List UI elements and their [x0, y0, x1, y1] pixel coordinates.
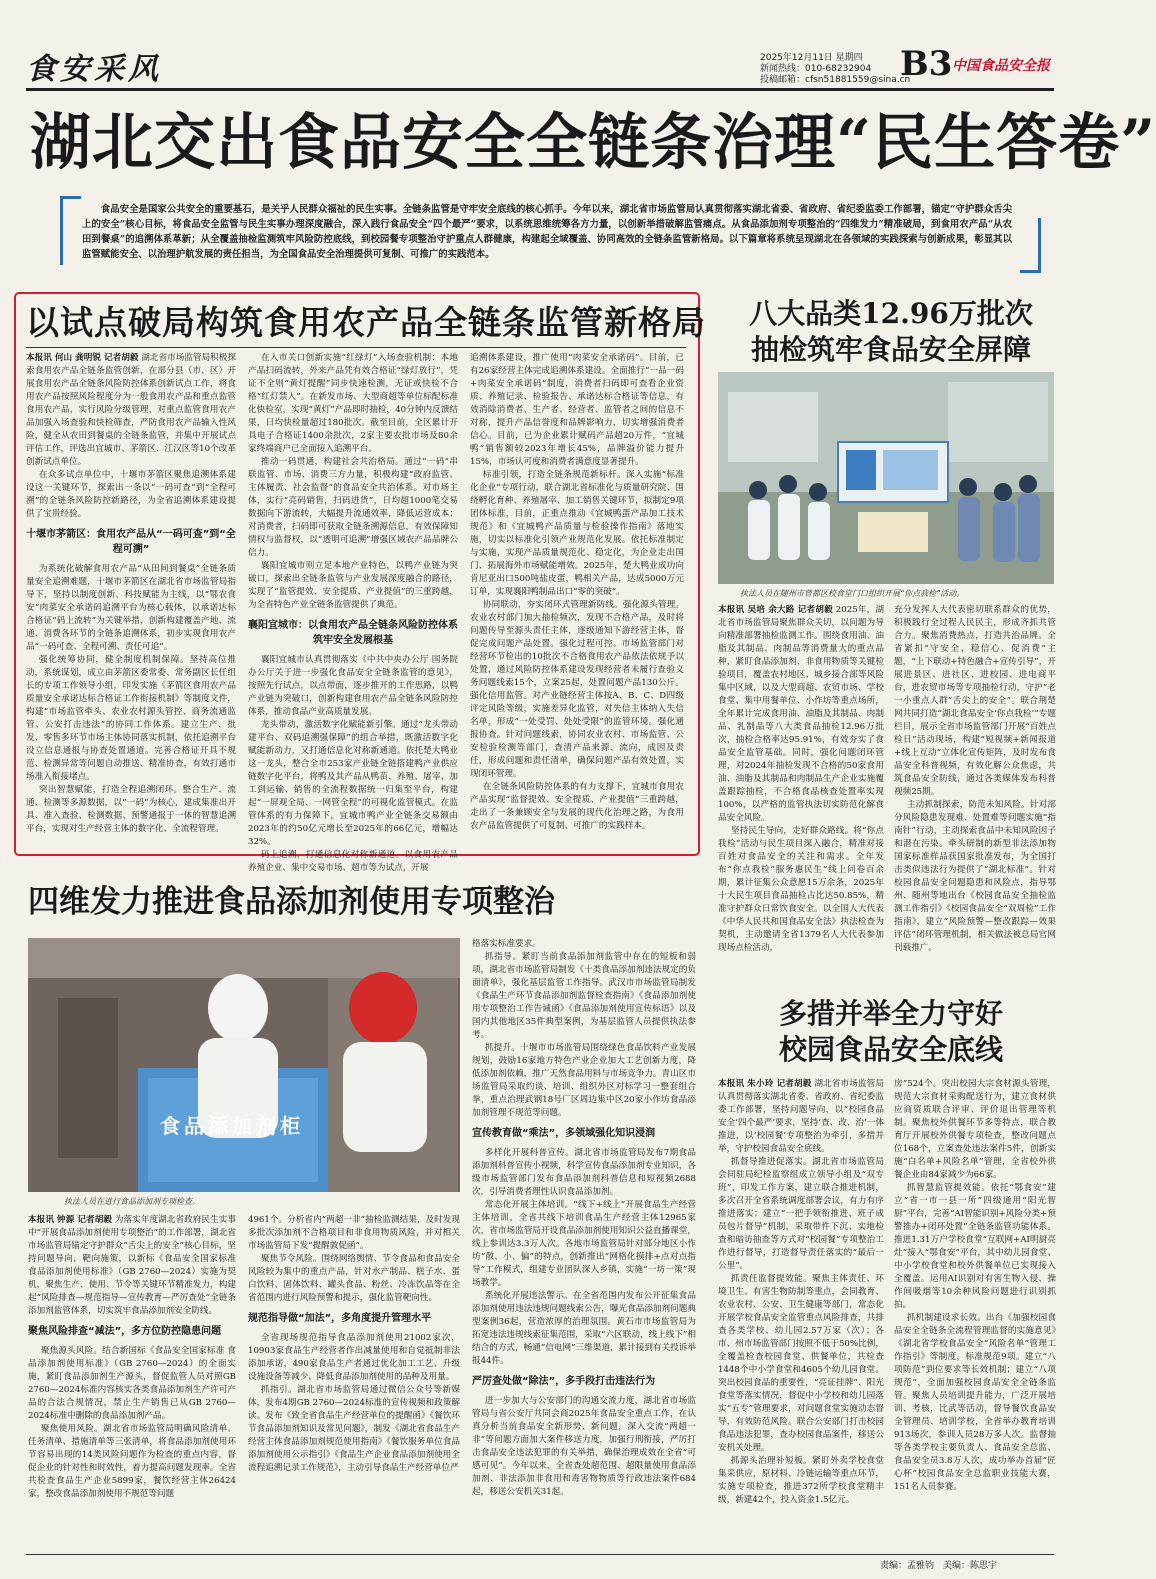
article2-title-line2: 抽检筑牢食品安全屏障: [750, 333, 1031, 366]
section-name: 食安采风: [26, 52, 162, 87]
article3-colB: [248, 1214, 460, 1550]
article3-para: 进一步加大与公安部门的沟通交流力度，湖北省市场监管局与省公安厅共同会商2025年食品安全重点工作，在认真分析当前食品安全新形势、新问题，深入交流“两超一非”等问题方面加大案件移送力度，加强行刑衔接，严厉打击食品安全违法犯罪的有关举措，确保治理成效在全省“可感可见”。今年以来，全省查处超范围、超限量使用食品添加剂、非法添加非食用和毒害物物质等行政违法案件684起，移送公安机关31起。: [472, 1396, 696, 1497]
article3-colC: [472, 938, 696, 1550]
article1-para: 襄阳宜城市认真贯彻落实《中共中央办公厅 国务院办公厅关于进一步强化食品安全全链条监管的意见》，按照先行试点，以点带面，逐步推开的工作思路，以鸭产业链为突破口，创新构建食用农产品全链条风险防控体系，推动食品产业高质量发展。: [248, 655, 458, 717]
article4-col1: [718, 1078, 884, 1550]
article1-subhead-maojian: 十堰市茅箭区：食用农产品从“一码可查”到“全程可溯”: [26, 529, 236, 555]
article3-photo: [28, 938, 460, 1192]
article1-para: 在入市关口创新实施“红绿灯”入场查验机制：本地产品扫码流转，外来产品凭有效合格证“绿灯放行”，凭证不全则“黄灯提醒”同步快速检测，无证或快检不合格“红灯禁入”。在新发市场、大型商超等单位标配标准化快检室，实现“黄灯”产品即时抽检，40分钟内反馈结果，日均快检量超过180批次。截至目前，全区累计开具电子合格证1400余批次，2家主要农批市场及80余家终端商户已全面接入追溯平台。: [248, 353, 458, 454]
article3-para: 抓提升。十堰市市场监管局围绕绿色食品饮料产业发展规划，鼓励16家地方特色产业企业加大工艺创新力度，降低添加剂依赖，推广天然食品用料与市场竞争力。青山区市场监管局采取约谈、培训、组织外区对标学习一整套组合拳，重点治理武钢18号厂区周边集中区20家小作坊食品添加剂管理不规范等问题。: [472, 1043, 696, 1118]
article2-para: 主动抓制探索，防范未知风险。针对部分风险隐患发现难、处置难等问题实施“指南针”行动，主动探索食品中未知风险因子和潜在污染。牵头研制的新型非法添加物国家标准样品获国家批准发布，为全国打击类似违法行为提供了“湖北标准”。针对校园食品安全问题隐患和风险点，指导鄂州、随州等地出台《校园食品安全抽检监测工作指引》《校园食品安全“双周检”工作指南》，建立“风险预警—整改跟踪—效果评估”闭环管理机制，相关做法被总局官网刊载推广。: [894, 800, 1056, 953]
article3-para: 格落实标准要求。: [472, 939, 541, 949]
article3-para: 常态化开展主体培训。“线下+线上”开展食品生产经营主体培训，全省共线下培训食品生产经营主体12965家次，省市场监管局开设食品添加剂使用知识公益直播课堂，线上参训达3.3万人次。各地市场监管局针对部分地区小作坊“散、小、偏”的特点，创新推出“网格化摸排+点对点指导”工作模式，组建专业团队深入乡镇，实施“一坊一策”现场教学。: [472, 1200, 696, 1288]
article3-subhead-guidance: 规范指导做“加法”，多角度提升管理水平: [248, 1313, 432, 1324]
intro-text: 食品安全是国家公共安全的重要基石，是关乎人民群众福祉的民生实事。全链条监管是守牢安全底线的核心抓手。今年以来，湖北省市场监管局认真贯彻落实湖北省委、省政府、省纪委监委工作部署，锚定“守护群众舌尖上的安全”核心目标，将食品安全监管与民生实事办理深度融合，深入践行食品安全“四个最严”要求，以系统思维统筹各方力量，以创新举措破解监管痛点。从食品添加剂专项整治的“四维发力”精准破局，到食用农产品“从农田到餐桌”的追溯体系革新；从全覆盖抽检监测筑牢风险防控底线，到校园餐专项整治守护重点人群健康，构建起全域覆盖、协同高效的全链条监管新格局。以下篇章将系统呈现湖北在各领域的实践探索与创新成果，彰显其以监管赋能安全、以治理护航发展的责任担当，为全国食品安全治理提供可复制、可推广的实践范本。: [82, 204, 1012, 260]
article4-para: 抓责任监督提效能。聚焦主体责任、环境卫生、有害生物防制等重点，会同教育、农业农村、公安、卫生健康等部门，常态化开展学校食品安全监管重点风险排查，共排查各类学校、幼儿园2.57万家（次）；各市、州市场监管部门按照不低于50%比例，全覆盖检查校园食堂、供餐单位，共检查1448个中小学食堂和4605个幼儿园食堂。突出校园食品的重要性，“亮证挂牌”、阳光食堂等落实情况，督促中小学校和幼儿园落实“五专”管理要求，对问题食堂实施动态督导，有效防范风险。联合公安部门打击校园食品违法犯罪，查办校园食品案件，移送公安机关处理。: [718, 1274, 884, 1453]
article2-para: 坚持民生导向，走好群众路线。将“你点我检”活动与民生项目深入融合，精准对接百姓对食品安全的关注和需求。全年发布“你点我检”服务惠民生“线上问卷百余期，累计征集公众意愿15万余条，2025年十大民生项目食品抽检占比达50.85%，精准守护群众日常饮食安全。以全国人大代表《中华人民共和国食品安全法》执法检查为契机，主动邀请全省1379名人大代表参加现场点检活动，: [718, 826, 884, 953]
article1-para: 码上追溯，打通信息化对称新通道。以食用农产品养殖企业、集中交易市场、超市等为试点，开展: [248, 850, 458, 873]
editor-credit: 责编：孟雅钧 美编：陈思宇: [880, 1561, 998, 1571]
article4-para: 抓智慧监管提效能。依托“鄂食安”建立“省一市一县一所”四级通用“阳光智厨”平台，完善“AI智能识别+风险分类+预警推办+闭环处置”全链条监管功能体系。推进1.31万户学校食堂“互联网+AI明厨亮灶”接入“鄂食安”平台，其中幼儿园食堂、中小学校食堂和校外供餐单位已实现接入全覆盖。运用AI识别对有害生物入侵、操作间吸烟等10余种风险问题进行识别抓拍。: [894, 1183, 1056, 1310]
article3-para: 全省现场规范指导食品添加剂使用21002家次，10903家食品生产经营者作出减量使用和自觉抵制非法添加承诺，490家食品生产者通过优化加工工艺、升级设施设备等减少、降低食品添加剂使用的品种及用量。: [248, 1333, 460, 1382]
article4-para: 抓源头治理补短板。紧盯外卖学校食堂集采供应，原材料、冷链运输等重点环节，实施专项检查，推进372所学校食堂精丰级，新建42个，投入资金1.5亿元。: [718, 1456, 884, 1505]
article1-para: 龙头带动，激活数字化赋能新引擎。通过“龙头带动建平台、双码追溯强保障”的组合举措，既激活数字化赋能新动力，又打通信息化对称新通道。依托楚大鸭业这一龙头，整合全市253家产业链全链搭建鸭产业供应链数字化平台，将鸭及其产品从鸭苗、养殖、屠宰、加工到运输、销售的全流程数据统一归集至平台，构建起“一屏观全局、一网管全程”的可视化监管模式。在监管体系的有力保障下，宜城市鸭产业全链条交易额由2023年的约50亿元增长至2025年的66亿元，增幅达32%。: [248, 720, 458, 847]
article3-para: 抓指引。湖北省市场监管局通过微信公众号等新媒体，发布4期GB 2760—2024标准的宣传视频和政策解读。发布《致全省食品生产经营单位的提醒函》《餐饮环节食品添加剂知识及常见问题》，制发《湖北省食品生产经营主体食品添加剂规范使用指南》《餐饮服务单位食品添加剂使用公示指引》《食品生产企业食品添加剂使用全流程追溯记录工作规范》，主动引导食品生产经营单位严: [248, 1385, 460, 1473]
news-hotline: 新闻热线：010-68232904: [760, 64, 872, 74]
intro-bracket-left: [60, 196, 81, 265]
article1-para: 标准引领，打造全链条规范新标杆。深入实施“标准化企业”专项行动，联合湖北省标准化与质量研究院、围绕孵化育种、养殖屠宰、加工销售关键环节，拟制定9项团体标准，目前，正重点推动《宜城鸭蛋产品加工技术规范》和《宜城鸭产品质量与检验操作指南》落地实施，切实以标准化引领产业规范化发展。依托标准制定与实施，实现产品质量规范化、稳定化，为企业走出国门、拓展海外市场赋能增效。2025年，楚大鸭业成功向肯尼亚出口500吨盐皮蛋，鸭相关产品，达成5000万元订单，实现襄阳鸭制品出口“零的突破”。: [470, 470, 684, 597]
article1-para: 追溯体系建设，推广使用“肉菜安全承诺码”。目前，已有26家经营主体完成追溯体系建设。全面推行“一品一码+肉菜安全承诺码”制度，消费者扫码即可查看企业资质、养殖记录、检验报告、承诺达标合格证等信息，有效消除消费者、生产者、经营者、监管者之间的信息不对称，提升产品信誉度和品牌影响力，切实增强消费者信心。目前，已为企业累计赋码产品超20万件，“宜城鸭”销售额较2023年增长45%，品牌溢价能力提升15%，市场认可度和消费者满意度显著提升。: [470, 353, 684, 467]
article1-para: 突出智慧赋能，打造全程追溯闭环。整合生产、流通、检测等多源数据，以“一码”为核心，建成集准出开具、准入查验、检测数据、预警通报于一体的智慧追溯平台，实现对生产经营主体的数字化、全流程管理。: [26, 785, 236, 834]
article3-para: 4961个。分析省内“两超一非”抽检监测结果，及时发现多批次添加剂不合格项目和非食用物质风险，并对相关市场监管局下发“提醒敦促函”。: [248, 1215, 460, 1251]
article1-para: 强化统筹协同，健全制度机制保障。坚持高位推动，系统谋划，成立由茅箭区委常委、常务副区长任组长的专项工作领导小组，印发实施《茅箭区食用农产品质量安全承诺达标合格证工作衔接机制》等制度文件，构建“市场监管牵头、农业农村源头管控、商务流通监管、公安打击违法”的协同工作体系。建立生产、批发、零售多环节市场主体协同落实机制，依托追溯平台设立信息通报与协查处置通道。完善合格证开具不规范、检测异常等问题自动推送、精准协查，有效打通市场准入衔接堵点。: [26, 655, 236, 782]
additive-cabinet-sign: 食品添加剂柜: [160, 1114, 304, 1138]
article2-col1: [718, 604, 884, 978]
article3-subhead-risk: 聚焦风险排查“减法”，多方位防控隐患问题: [28, 1326, 222, 1337]
article2-para: 2025年，湖北省市场监管局聚焦群众关切，以问题为导向精准部署抽检监测工作。围绕食用油、油脂及其制品、肉制品等消费量大的重点品种，紧盯食品添加剂、非食用物质等关键检验项目，覆盖农村地区、城乡接合部等风险集中区域，以及大型商超、农贸市场、学校食堂、集中用餐单位、小作坊等重点场所，全年累计完成食用油、油脂及其制品、肉制品、乳制品等八大类食品抽检12.96万批次，抽检合格率达95.91%，有效夯实了食品安全监管基础。同时，强化问题闭环管理，对2024年抽检发现不合格的50家食用油、油脂及其制品和肉制品生产企业实施覆盖跟踪抽检，不合格食品核查处置率实现100%，以严格的监管执法切实防范化解食品安全风险。: [718, 605, 885, 823]
article1-para: 在全链条风险防控体系的有力支撑下，宜城市食用农产品实现“监督提效、安全提质、产业提值”三重跨越，走出了一条兼顾安全与发展的现代化治理之路，为食用农产品监管提供了可复制、可推广的实践样本。: [470, 782, 684, 831]
article2-photo-caption: 执法人员在随州市曾都区校食堂门口组织开展“你点我检”活动。: [740, 589, 965, 598]
article1-para: 为系统化破解食用农产品“从田间到餐桌”全链条质量安全追溯难题，十堰市茅箭区在湖北省市场监管局指导下，坚持以制度创新、科技赋能为主线，以“鄂农食安”肉菜安全承诺码追溯平台为核心载体，以承诺达标合格证“码上流转”为关键举措，创新构建覆盖产地、流通、消费各环节的全链条追溯体系，初步实现食用农产品“一码可查、全程可溯、责任可追”。: [26, 564, 236, 652]
additive-cabinet-inspection-illustration: [28, 938, 460, 1192]
article3-para: 聚焦源头风险。结合新国标《食品安全国家标准 食品添加剂使用标准》（GB 2760—2024）的全面实施，紧盯食品添加剂生产源头，督促监管人员对照GB 2760—2024标准内容核实各类食品添加剂生产许可产品的合法合规情况，禁止生产销售已从GB 2760—2024标准中删除的食品添加剂产品。: [28, 1346, 236, 1421]
newspaper-name: 中国食品安全报: [952, 58, 1050, 74]
article1-title-rule: [26, 347, 686, 348]
article3-subhead-enforcement: 严厉查处做“除法”，多手段打击违法行为: [472, 1376, 656, 1387]
article4-para: 湖北省市场监管局认真贯彻落实湖北省委、省政府、省纪委监委工作部署，坚持问题导向，以“校园食品安全‘四个最严’要求，坚持‘查、改、治’一体推进，以‘校园餐’专项整治为牵引，多措并举，守护校园食品安全底线。: [718, 1079, 884, 1154]
article1-subhead-yicheng: 襄阳宜城市：以食用农产品全链条风险防控体系筑牢安全发展根基: [248, 620, 458, 646]
article4-title-line1: 多措并举全力守好: [778, 997, 1003, 1030]
article1-para: 襄阳宜城市则立足本地产业特色，以鸭产业链为突破口，探索出全链条监管与产业发展深度融合的路径，实现了“监管提效、安全提质、产业提值”的三重跨越，为全省特色产业全链条监管提供了典范。: [248, 561, 458, 610]
article4-title-line2: 校园食品安全底线: [778, 1033, 1003, 1066]
article3-title: 四维发力推进食品添加剂使用专项整治: [28, 884, 555, 920]
article2-para: 充分发挥人大代表密切联系群众的优势，积极践行全过程人民民主，形成齐抓共管合力。聚焦消费热点，打造共治品牌。全省紧扣“守安全、稳信心、促消费”主题，“上下联动+特色融合+宣传引导”，开展进景区、进社区、进校园、进电商平台，进农贸市场等专项抽检行动，守护“老一小重点人群”舌尖上的安全”。联合荆楚网共同打造“湖北食品安全‘你点我检’”专题栏目，展示全省市场监管部门开展“百姓点检日”活动现场，构建“短视频+新闻报道+线上互动”立体化宣传矩阵，及时发布食品安全科普视频，有效化解公众焦虑，共筑食品安全防线，通过各类媒体发布科普视频25期。: [894, 605, 1056, 797]
article4-para: 抓机制建设求长效。出台《加强校园食品安全全链条全流程管理监督的实施意见》《湖北省学校食品安全“风险名单”管理工作指引》等制度，标准规范9项。建立“八项防范”到位要求等长效机制；建立“八项规范”，全面加强校园食品安全全链条监管。聚焦人员培训提升能力，广泛开展培训、考核，比武等活动，督导餐饮食品安全管理员、培训学校，全省举办教育培训913场次，参训人员28万多人次。监督抽等各类学校主要负责人、食品安全总监、食品安全员3.8万人次，成功举办首届“匠心杯”校园食品安全总监职业技能大赛，151名人员参赛。: [894, 1313, 1056, 1492]
article3-colA: [28, 1214, 236, 1550]
article4-byline: 本报讯 朱小玲 记者胡毅: [718, 1079, 812, 1089]
article3-subhead-education: 宣传教育做“乘法”，多领域强化知识浸润: [472, 1128, 656, 1139]
article1-para: 协同联动，夯实闭环式管理新防线。强化源头管理。农业农村部门加大抽检频次，发现不合格产品，及时将问题传导至源头责任主体，逐级通知下游经营主体，督促完成问题产品处置。强化过程可控。市场监管部门对经营环节检出的10批次不合格食用农产品依法依规予以处置，通过风险防控体系建设发现经营者未履行查验义务问题线索15个，立案25起，处置问题产品130公斤。强化信用监管。对产业链经营主体按A、B、C、D四级评定风险等级，实施差异化监管，对失信主体纳入失信名单，形成“一处受罚、处处受限”的监管环境。强化通报协查。针对问题线索，协同农业农村、市场监管、公安检验检测等部门，查清产品来源、流向，成因及责任，形成问题和责任清单，确保问题产品有效处置，实现闭环管理。: [470, 600, 684, 779]
article4-para: 抓督导推进促落实。湖北省市场监管局会同驻局纪检监察组成立领导小组及“双专班”，印发工作方案，建立联合推进机制，多次召开全省系统调度部署会议，有力有序推进落实；建立“一把手领衔推进、班子成员包片督导”机制，采取带件下沉、实地检查和暗访抽查等方式对“校园餐”专项整治工作进行督导，打造督导责任落实的“最后一公里”。: [718, 1157, 884, 1271]
article3-para: 聚焦使用风险。湖北省市场监管局明确风险清单、任务清单、措施清单等三张清单，将食品添加剂使用环节容易出现的14类风险问题作为检查的重点内容，督促企业的针对性和时效性，着力提高问题发现率。全省共检查食品生产企业5899家，餐饮经营主体26424家，整改食品添加剂使用不规范等问题: [28, 1424, 236, 1499]
article3-photo-caption: 执法人员在进行食品添加剂专项检查。: [64, 1197, 200, 1206]
article3-para: 系统化开展违法警示。在全省范围内发布公开征集食品添加剂使用违法违规问题线索公告，曝光食品添加剂问题典型案例36起，营造浓厚的治理氛围。黄石市市场监管局为拓宽违法违规线索征集范围，采取“六区联动，线上线下”相结合的方式，畅通“信电网”三维渠道，累计接到有关投诉举报44件。: [472, 1291, 696, 1366]
page-number: B3: [900, 44, 953, 84]
article1-para: 在众多试点单位中，十堰市茅箭区聚焦追溯体系建设这一关键环节，探索出一条以“一码可查”到“全程可溯”的全链条风险防控新路径，为全省追溯体系建设提供了宝贵经验。: [26, 470, 236, 519]
article2-photo: [718, 372, 1054, 584]
article4-col2: [894, 1078, 1056, 1550]
article3-para: 抓指导。紧盯当前食品添加剂监管中存在的短板和弱项，湖北省市场监管局制发《十类食品添加剂违法规定的负面清单》，强化基层监管工作指导。武汉市市场监管局制发《食品生产环节食品添加剂监督检查指南》《食品添加剂使用专项整治工作告诫函》《食品添加剂使用宣传标语》以及国内其他地区35件典型案例，为基层监管人员提供执法参考。: [472, 952, 696, 1040]
footer-rule: [26, 1554, 1054, 1555]
article3-para: 为落实年度湖北省政府民生实事中“开展食品添加剂使用专项整治”的工作部署，湖北省市场监管局锚定守护群众“舌尖上的安全”核心目标，坚持问题导向，靶向施策，以新标《食品安全国家标准 食品添加剂使用标准》（GB 2760—2024）实施为契机，聚焦生产、使用、节令等关键环节精准发力，构建起“风险排查—规范指导—宣传教育—严厉查处”全链条添加剂监管体系，切实筑牢食品添加剂安全防线。: [28, 1215, 236, 1316]
article3-para: 多样化开展科普宣传。湖北省市场监管局发布7期食品添加剂科普宣传小视频，科学宣传食品添加剂专业知识，各级市场监管部门发布食品添加剂科普信息和短视频2688次，引导消费者理性认识食品添加剂。: [472, 1148, 696, 1197]
article1-title: 以试点破局构筑食用农产品全链条监管新格局: [26, 303, 706, 342]
main-headline: 湖北交出食品安全全链条治理“民生答卷”: [30, 107, 1156, 178]
article4-para: 房”524个。突出校园大宗食材源头管理，规范大宗食材采购配送行为，建立食材供应商资质联合评审、评价退出管理等机制。聚焦校外供餐环节多等特点，联合教育厅开展校外供餐专项检查，整改问题点位168个，立案查处违法案件5件，创新实施“白名单+风险名单”管理，全省校外供餐企业由84家减少为66家。: [894, 1079, 1056, 1180]
article1-para: 湖北省市场监管局积极探索食用农产品全链条监管创新，在部分县（市、区）开展食用农产品全链条风险防控体系创新试点工作，将食用农产品按照风险程度分为一般食用农产品和重点监管食用农产品，实行风险分级管理，对重点监管食用农产品加强入场查验和快检筛查，严防食用农产品输入性风险，健全从农田到餐桌的全链条监管，并集中开展试点评估工作，评选出宜城市、茅箭区、江汉区等10个改革创新试点单位。: [26, 353, 236, 467]
outdoor-crowd-illustration: [718, 372, 1054, 584]
article2-byline: 本报讯 吴培 余大路 记者胡毅: [718, 605, 833, 615]
article1-col3: [470, 352, 684, 846]
masthead-rule: [26, 88, 1054, 91]
article1-byline: 本报讯 何山 龚明锐 记者胡毅: [26, 353, 139, 363]
submission-email: 投稿邮箱：cfsn51881559@sina.cn: [760, 75, 911, 85]
intro-bracket-right: [1020, 218, 1041, 273]
article1-para: 推动一码贯通，构建社会共治格局。通过“一码”串联监管、市场、消费三方力量，积极构建“政府监管、主体履责、社会监督”的食品安全共治体系。对市场主体，实行“亮码销售，扫码进货”，日均超1000笔交易数据向下游流转，大幅提升流通效率，降低运营成本；对消费者，扫码即可获取全链条溯源信息，有效保障知情权与监督权，以“透明可追溯”增强区域农产品品牌公信力。: [248, 457, 458, 558]
article2-title-line1: 八大品类12.96万批次: [749, 297, 1033, 330]
article3-para: 聚焦节令风险。围绕网络舆情、节令食品和食品安全风险较为集中的重点产品，针对水产制品、糕子水、蛋白饮料、固体饮料、罐头食品、粉丝、冷冻饮品等在全省范围内进行风险预警和提示，强化监管靶向性。: [248, 1254, 460, 1303]
issue-date: 2025年12月11日 星期四: [760, 53, 863, 63]
article1-col2: [248, 352, 458, 873]
article1-col1: [26, 352, 236, 846]
article2-col2: [894, 604, 1056, 978]
article3-byline: 本报讯 钟源 记者胡毅: [28, 1215, 113, 1225]
